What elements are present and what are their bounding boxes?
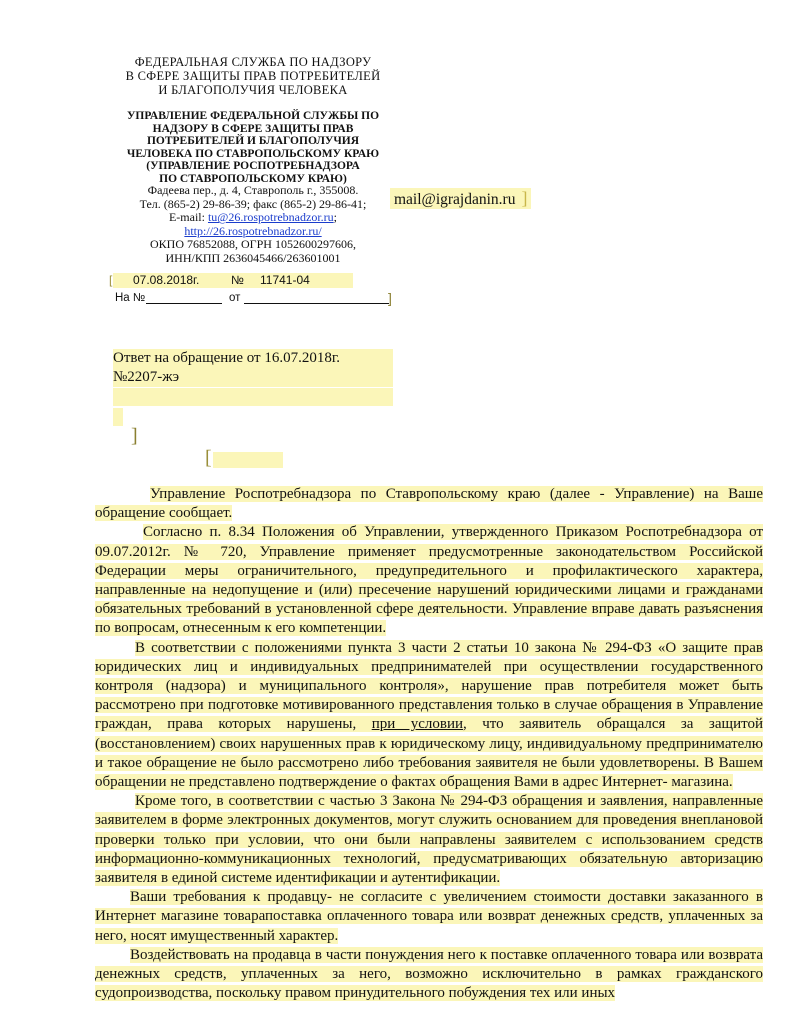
registration-number-sign: № (231, 273, 244, 287)
email-label: E-mail: (168, 210, 208, 225)
inn-line: ИНН/КПП 2636045466/263601001 (165, 250, 341, 265)
bracket-mark: [ (205, 447, 212, 469)
department-name (108, 110, 398, 185)
paragraph (95, 946, 763, 1004)
email-separator: ; (333, 210, 338, 225)
agency-line: И БЛАГОПОЛУЧИЯ ЧЕЛОВЕКА (158, 83, 348, 97)
paragraph-text: Кроме того, в соответствии с частью 3 Закона № 294-ФЗ обращения и заявления, направленные заявителем в форме электронных документов, могут служить основанием для проведения внеплановой проверки только при условии, что они были направлены заявителем с использованием средств информационно-коммуникационных технологий, предусматривающих обязательную авторизацию заявителя в единой системе идентификации и аутентификации. (95, 793, 763, 887)
okpo-line: ОКПО 76852088, ОГРН 1052600297606, (150, 237, 356, 252)
department-line: ПОТРЕБИТЕЛЕЙ И БЛАГОПОЛУЧИЯ (146, 135, 360, 147)
address-line: Фадеева пер., д. 4, Ставрополь г., 355008. (147, 183, 359, 197)
registration-date: 07.08.2018г. (133, 273, 200, 287)
paragraph-text: Воздействовать на продавца в части понуждения него к поставке оплаченного товара или возврата денежных средств, уплаченных за него, возможно исключительно в рамках гражданского судопроизводства, поскольку правом принудительного побуждения тех или иных (95, 946, 763, 1002)
paragraph-text: Управление Роспотребнадзора по Ставропольскому краю (далее - Управление) на Ваше обращение сообщает. (95, 486, 763, 522)
website-line (108, 225, 398, 239)
bracket-mark: [ (109, 273, 113, 287)
subject-line: Ответ на обращение от 16.07.2018г. (113, 350, 341, 366)
empty-highlight (213, 452, 283, 468)
paragraph-text-underlined: при условии (371, 716, 464, 733)
bracket-mark: ] (131, 425, 138, 447)
empty-highlight (113, 408, 123, 426)
recipient-email (390, 188, 531, 209)
paragraph (95, 639, 763, 793)
agency-name (108, 55, 398, 97)
department-line: ПО СТАВРОПОЛЬСКОМУ КРАЮ) (159, 172, 347, 185)
contact-block (108, 184, 398, 266)
letter-body (95, 485, 763, 1003)
department-line: УПРАВЛЕНИЕ ФЕДЕРАЛЬНОЙ СЛУЖБЫ ПО (126, 110, 380, 122)
paragraph-text: , что заявитель обращался за защитой (восстановлением) своих нарушенных прав к юридическому лицу, индивидуальному предпринимателю и такое обращение не было рассмотрено либо требования заявителя не были удовлетворены. В Вашем обращении не представлено подтверждение о фактах обращения Вами в адрес Интернет- магазина. (95, 716, 763, 791)
registration-line (109, 273, 353, 288)
paragraph (95, 792, 763, 888)
agency-line: В СФЕРЕ ЗАЩИТЫ ПРАВ ПОТРЕБИТЕЛЕЙ (125, 69, 381, 83)
paragraph-text: Согласно п. 8.34 Положения об Управлении, утвержденного Приказом Роспотребнадзора от 09.07.2012г. № 720, Управление применяет предусмотренные законодательством Российской Федерации меры ограничительного, предупредительного и профилактического характера, направленные на недопущение и (или) пресечение нарушений юридическими лицами и гражданами обязательных требований в установленной сфере деятельности. Управление вправе давать разъяснения по вопросам, отнесенным к его компетенции. (95, 524, 763, 637)
subject-number: №2207-жэ (113, 369, 180, 385)
bracket-mark: ] (521, 188, 528, 208)
paragraph (95, 485, 763, 523)
agency-line: ФЕДЕРАЛЬНАЯ СЛУЖБА ПО НАДЗОРУ (134, 55, 372, 69)
department-line: ЧЕЛОВЕКА ПО СТАВРОПОЛЬСКОМУ КРАЮ (126, 147, 380, 160)
subject-block (113, 349, 393, 387)
department-line: (УПРАВЛЕНИЕ РОСПОТРЕБНАДЗОРА (146, 160, 360, 172)
email-link[interactable]: tu@26.rospotrebnadzor.ru (207, 210, 334, 225)
department-line: НАДЗОРУ В СФЕРЕ ЗАЩИТЫ ПРАВ (152, 122, 354, 135)
website-link[interactable]: http://26.rospotrebnadzor.ru/ (184, 223, 322, 238)
reference-label: На № (115, 292, 146, 304)
empty-highlight (113, 388, 393, 406)
paragraph-text: Ваши требования к продавцу- не согласите с увеличением стоимости доставки заказанного в Интернет магазине товарапоставка оплаченного товара или возврат денежных средств, уплаченных за него, носят имущественный характер. (95, 889, 763, 944)
paragraph-text: В соответствии с положениями пункта 3 части 2 статьи 10 закона № 294-ФЗ «О защите прав юридических лиц и индивидуальных предпринимателей при осуществлении государственного контроля (надзора) и муниципального контроля», нарушение прав потребителя может быть рассмотрено при подготовке мотивированного представления только в случае обращения в Управление граждан, права которых нарушены, (95, 639, 763, 733)
reference-from-label: от (229, 292, 241, 304)
phone-line: Тел. (865-2) 29-86-39; факс (865-2) 29-86-41; (139, 196, 367, 211)
bracket-mark: ] (388, 290, 392, 306)
reference-line (113, 292, 393, 306)
paragraph (95, 888, 763, 946)
registration-number: 11741-04 (260, 273, 310, 287)
email-line (108, 211, 398, 225)
recipient-email-text: mail@igrajdanin.ru (394, 191, 516, 208)
paragraph (95, 523, 763, 638)
